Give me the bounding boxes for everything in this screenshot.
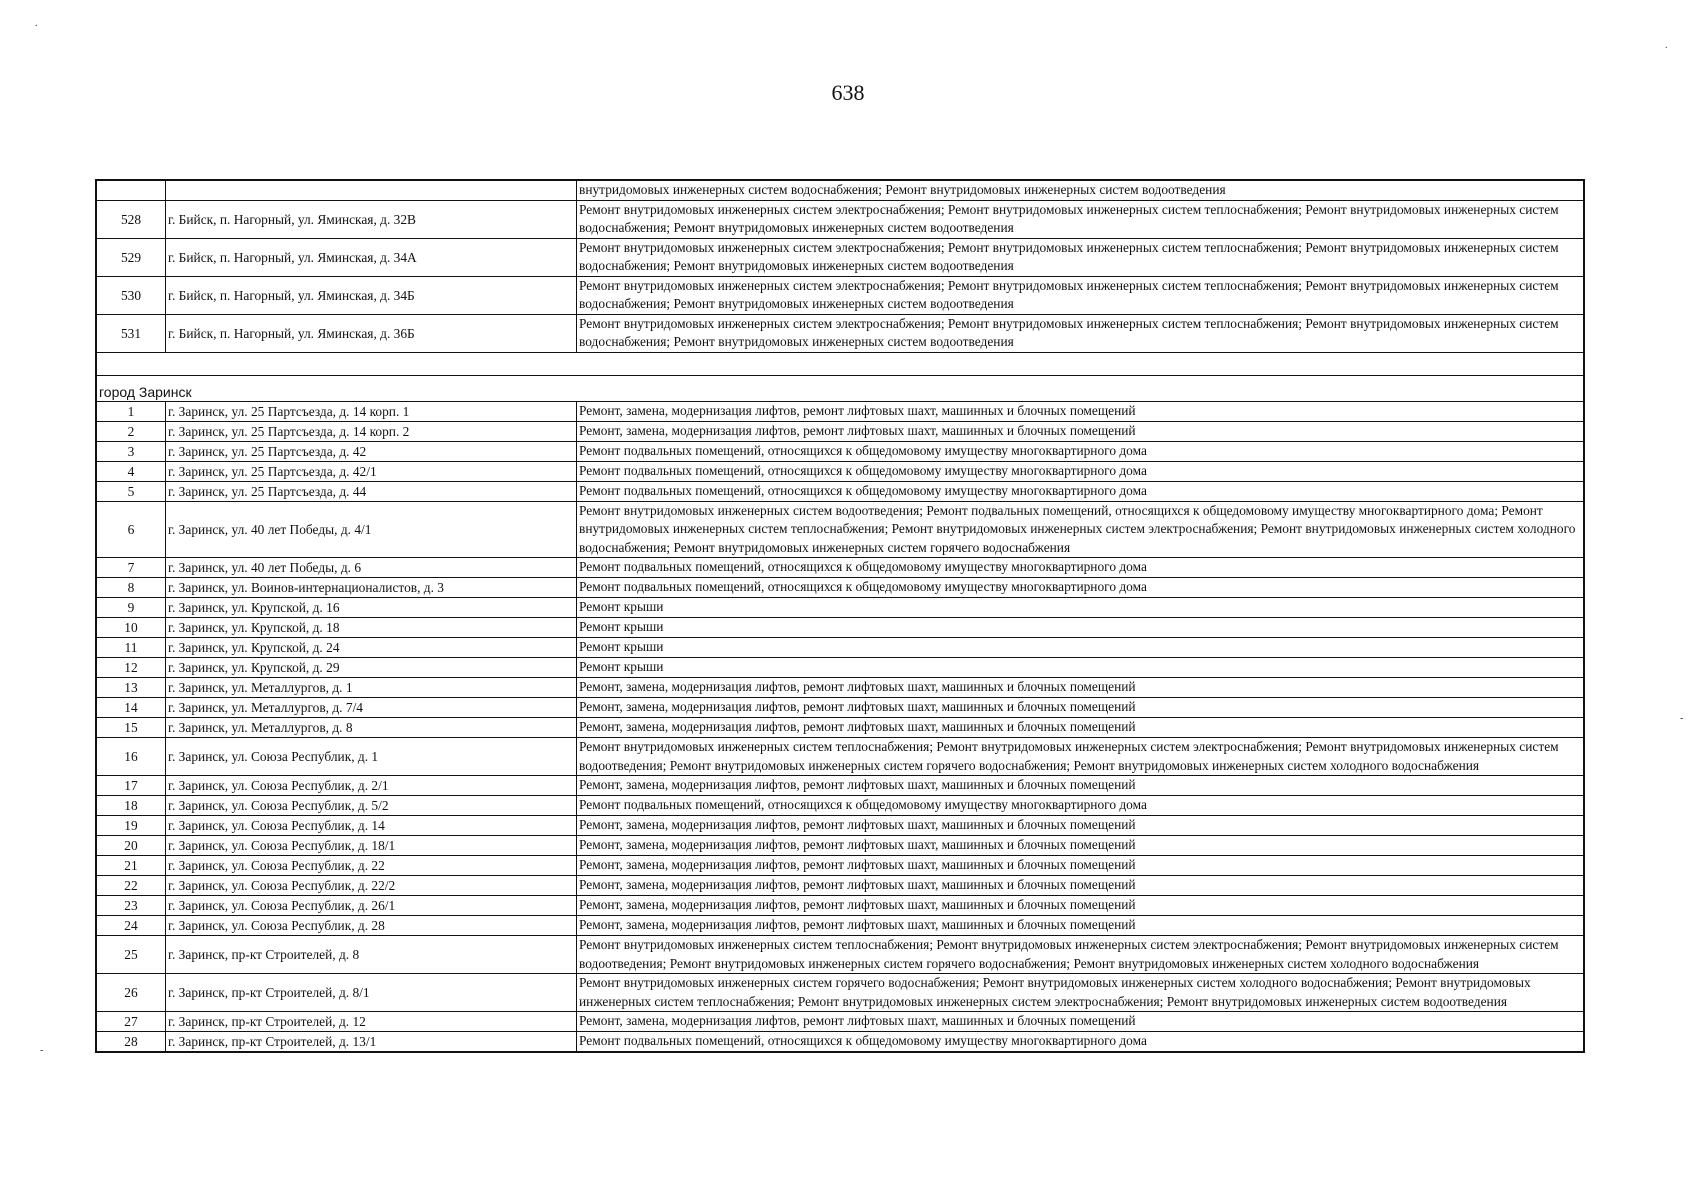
address-cell: г. Заринск, ул. Крупской, д. 24 (166, 638, 577, 658)
address-cell: г. Заринск, ул. Союза Республик, д. 5/2 (166, 796, 577, 816)
address-cell: г. Заринск, ул. Союза Республик, д. 22 (166, 856, 577, 876)
work-cell: Ремонт внутридомовых инженерных систем электроснабжения; Ремонт внутридомовых инженерных систем теплоснабжения; Ремонт внутридомовых инженерных систем водоснабжения; Ремонт внутридомовых инженерных систем водоотведения (577, 314, 1584, 352)
address-cell: г. Заринск, ул. 25 Партсъезда, д. 42 (166, 441, 577, 461)
table-row (97, 238, 1584, 276)
work-cell: Ремонт подвальных помещений, относящихся к общедомовому имуществу многоквартирного дома (577, 796, 1584, 816)
work-cell: Ремонт, замена, модернизация лифтов, ремонт лифтовых шахт, машинных и блочных помещений (577, 816, 1584, 836)
repair-table-body (97, 181, 1584, 1052)
address-cell: г. Заринск, ул. Союза Республик, д. 1 (166, 738, 577, 776)
work-cell: Ремонт, замена, модернизация лифтов, ремонт лифтовых шахт, машинных и блочных помещений (577, 401, 1584, 421)
row-number-cell: 9 (97, 598, 166, 618)
row-number-cell: 16 (97, 738, 166, 776)
work-cell: Ремонт подвальных помещений, относящихся к общедомовому имуществу многоквартирного дома (577, 578, 1584, 598)
address-cell: г. Заринск, ул. Крупской, д. 29 (166, 658, 577, 678)
table-row (97, 501, 1584, 558)
table-row (97, 718, 1584, 738)
row-number-cell: 18 (97, 796, 166, 816)
work-cell: Ремонт подвальных помещений, относящихся к общедомовому имуществу многоквартирного дома (577, 481, 1584, 501)
table-row (97, 598, 1584, 618)
table-row (97, 578, 1584, 598)
table-row (97, 896, 1584, 916)
address-cell: г. Заринск, ул. Металлургов, д. 7/4 (166, 698, 577, 718)
table-row (97, 276, 1584, 314)
row-number-cell: 530 (97, 276, 166, 314)
row-number-cell: 28 (97, 1032, 166, 1052)
scan-speck: . (1665, 40, 1668, 51)
table-row (97, 916, 1584, 936)
table-row (97, 1032, 1584, 1052)
table-row (97, 738, 1584, 776)
table-row (97, 638, 1584, 658)
table-row (97, 481, 1584, 501)
table-row (97, 618, 1584, 638)
row-number-cell: 14 (97, 698, 166, 718)
work-cell: Ремонт, замена, модернизация лифтов, ремонт лифтовых шахт, машинных и блочных помещений (577, 896, 1584, 916)
row-number-cell: 12 (97, 658, 166, 678)
row-number-cell: 20 (97, 836, 166, 856)
address-cell: г. Заринск, ул. Союза Республик, д. 22/2 (166, 876, 577, 896)
row-number-cell: 15 (97, 718, 166, 738)
table-row (97, 558, 1584, 578)
work-cell: Ремонт крыши (577, 658, 1584, 678)
work-cell: Ремонт, замена, модернизация лифтов, ремонт лифтовых шахт, машинных и блочных помещений (577, 776, 1584, 796)
work-cell: Ремонт, замена, модернизация лифтов, ремонт лифтовых шахт, машинных и блочных помещений (577, 421, 1584, 441)
row-number-cell: 24 (97, 916, 166, 936)
row-number-cell: 27 (97, 1012, 166, 1032)
scan-speck: - (1680, 713, 1684, 724)
address-cell: г. Заринск, ул. Союза Республик, д. 26/1 (166, 896, 577, 916)
work-cell: Ремонт внутридомовых инженерных систем электроснабжения; Ремонт внутридомовых инженерных систем теплоснабжения; Ремонт внутридомовых инженерных систем водоснабжения; Ремонт внутридомовых инженерных систем водоотведения (577, 276, 1584, 314)
section-heading-row (97, 375, 1584, 401)
table-row (97, 678, 1584, 698)
row-number-cell: 21 (97, 856, 166, 876)
work-cell: Ремонт, замена, модернизация лифтов, ремонт лифтовых шахт, машинных и блочных помещений (577, 678, 1584, 698)
row-number-cell: 26 (97, 974, 166, 1012)
page-number: 638 (831, 80, 865, 105)
table-row (97, 836, 1584, 856)
repair-table (96, 180, 1584, 1052)
table-row (97, 936, 1584, 974)
address-cell: г. Заринск, пр-кт Строителей, д. 12 (166, 1012, 577, 1032)
row-number-cell: 2 (97, 421, 166, 441)
row-number-cell: 528 (97, 200, 166, 238)
address-cell: г. Заринск, ул. Крупской, д. 18 (166, 618, 577, 638)
table-row (97, 314, 1584, 352)
address-cell: г. Бийск, п. Нагорный, ул. Яминская, д. 34Б (166, 276, 577, 314)
row-number-cell: 529 (97, 238, 166, 276)
table-row (97, 816, 1584, 836)
table-row (97, 876, 1584, 896)
work-cell: Ремонт подвальных помещений, относящихся к общедомовому имуществу многоквартирного дома (577, 1032, 1584, 1052)
address-cell: г. Заринск, ул. Крупской, д. 16 (166, 598, 577, 618)
work-cell: Ремонт, замена, модернизация лифтов, ремонт лифтовых шахт, машинных и блочных помещений (577, 916, 1584, 936)
work-cell: Ремонт внутридомовых инженерных систем теплоснабжения; Ремонт внутридомовых инженерных систем электроснабжения; Ремонт внутридомовых инженерных систем водоотведения; Ремонт внутридомовых инженерных систем горячего водоснабжения; Ремонт внутридомовых инженерных систем холодного водоснабжения (577, 936, 1584, 974)
row-number-cell: 13 (97, 678, 166, 698)
row-number-cell: 22 (97, 876, 166, 896)
address-cell: г. Заринск, пр-кт Строителей, д. 8 (166, 936, 577, 974)
address-cell: г. Заринск, ул. Союза Республик, д. 28 (166, 916, 577, 936)
table-row (97, 1012, 1584, 1032)
row-number-cell (97, 181, 166, 201)
table-row (97, 974, 1584, 1012)
work-cell: Ремонт, замена, модернизация лифтов, ремонт лифтовых шахт, машинных и блочных помещений (577, 876, 1584, 896)
row-number-cell: 4 (97, 461, 166, 481)
row-number-cell: 25 (97, 936, 166, 974)
work-cell: Ремонт, замена, модернизация лифтов, ремонт лифтовых шахт, машинных и блочных помещений (577, 718, 1584, 738)
table-row (97, 856, 1584, 876)
section-gap-cell (97, 352, 1584, 375)
row-number-cell: 3 (97, 441, 166, 461)
table-row (97, 441, 1584, 461)
table-row (97, 796, 1584, 816)
table-row (97, 776, 1584, 796)
address-cell: г. Заринск, ул. 25 Партсъезда, д. 44 (166, 481, 577, 501)
table-row (97, 698, 1584, 718)
address-cell: г. Заринск, ул. 25 Партсъезда, д. 42/1 (166, 461, 577, 481)
row-number-cell: 8 (97, 578, 166, 598)
address-cell: г. Заринск, ул. Союза Республик, д. 18/1 (166, 836, 577, 856)
work-cell: Ремонт, замена, модернизация лифтов, ремонт лифтовых шахт, машинных и блочных помещений (577, 856, 1584, 876)
row-number-cell: 7 (97, 558, 166, 578)
row-number-cell: 6 (97, 501, 166, 558)
table-row (97, 421, 1584, 441)
work-cell: Ремонт подвальных помещений, относящихся к общедомовому имуществу многоквартирного дома (577, 441, 1584, 461)
work-cell: Ремонт, замена, модернизация лифтов, ремонт лифтовых шахт, машинных и блочных помещений (577, 836, 1584, 856)
address-cell: г. Бийск, п. Нагорный, ул. Яминская, д. 36Б (166, 314, 577, 352)
row-number-cell: 17 (97, 776, 166, 796)
address-cell: г. Заринск, ул. 25 Партсъезда, д. 14 корп. 1 (166, 401, 577, 421)
work-cell: Ремонт внутридомовых инженерных систем теплоснабжения; Ремонт внутридомовых инженерных систем электроснабжения; Ремонт внутридомовых инженерных систем водоотведения; Ремонт внутридомовых инженерных систем горячего водоснабжения; Ремонт внутридомовых инженерных систем холодного водоснабжения (577, 738, 1584, 776)
row-number-cell: 23 (97, 896, 166, 916)
repair-table-frame (95, 179, 1585, 1053)
work-cell: Ремонт крыши (577, 618, 1584, 638)
work-cell: Ремонт подвальных помещений, относящихся к общедомовому имуществу многоквартирного дома (577, 558, 1584, 578)
work-cell: Ремонт крыши (577, 598, 1584, 618)
address-cell: г. Заринск, пр-кт Строителей, д. 13/1 (166, 1032, 577, 1052)
address-cell: г. Заринск, ул. 40 лет Победы, д. 6 (166, 558, 577, 578)
address-cell: г. Заринск, пр-кт Строителей, д. 8/1 (166, 974, 577, 1012)
work-cell: Ремонт, замена, модернизация лифтов, ремонт лифтовых шахт, машинных и блочных помещений (577, 698, 1584, 718)
address-cell: г. Заринск, ул. Воинов-интернационалистов, д. 3 (166, 578, 577, 598)
address-cell: г. Заринск, ул. 25 Партсъезда, д. 14 корп. 2 (166, 421, 577, 441)
address-cell: г. Заринск, ул. Союза Республик, д. 14 (166, 816, 577, 836)
table-row (97, 658, 1584, 678)
section-gap (97, 352, 1584, 375)
continuation-row (97, 181, 1584, 201)
section-title: город Заринск (97, 375, 1584, 401)
row-number-cell: 1 (97, 401, 166, 421)
row-number-cell: 11 (97, 638, 166, 658)
scan-speck: - (40, 1045, 44, 1056)
work-cell: Ремонт внутридомовых инженерных систем водоотведения; Ремонт подвальных помещений, относящихся к общедомовому имуществу многоквартирного дома; Ремонт внутридомовых инженерных систем теплоснабжения; Ремонт внутридомовых инженерных систем электроснабжения; Ремонт внутридомовых инженерных систем холодного водоснабжения; Ремонт внутридомовых инженерных систем горячего водоснабжения (577, 501, 1584, 558)
address-cell: г. Заринск, ул. Союза Республик, д. 2/1 (166, 776, 577, 796)
work-cell: Ремонт крыши (577, 638, 1584, 658)
address-cell: г. Бийск, п. Нагорный, ул. Яминская, д. 34А (166, 238, 577, 276)
work-cell: Ремонт внутридомовых инженерных систем горячего водоснабжения; Ремонт внутридомовых инженерных систем холодного водоснабжения; Ремонт внутридомовых инженерных систем теплоснабжения; Ремонт внутридомовых инженерных систем электроснабжения; Ремонт внутридомовых инженерных систем водоотведения (577, 974, 1584, 1012)
address-cell: г. Заринск, ул. 40 лет Победы, д. 4/1 (166, 501, 577, 558)
address-cell: г. Заринск, ул. Металлургов, д. 8 (166, 718, 577, 738)
work-cell: Ремонт подвальных помещений, относящихся к общедомовому имуществу многоквартирного дома (577, 461, 1584, 481)
table-row (97, 401, 1584, 421)
work-cell: Ремонт, замена, модернизация лифтов, ремонт лифтовых шахт, машинных и блочных помещений (577, 1012, 1584, 1032)
row-number-cell: 531 (97, 314, 166, 352)
work-cell: внутридомовых инженерных систем водоснабжения; Ремонт внутридомовых инженерных систем водоотведения (577, 181, 1584, 201)
row-number-cell: 10 (97, 618, 166, 638)
table-row (97, 200, 1584, 238)
work-cell: Ремонт внутридомовых инженерных систем электроснабжения; Ремонт внутридомовых инженерных систем теплоснабжения; Ремонт внутридомовых инженерных систем водоснабжения; Ремонт внутридомовых инженерных систем водоотведения (577, 238, 1584, 276)
row-number-cell: 5 (97, 481, 166, 501)
work-cell: Ремонт внутридомовых инженерных систем электроснабжения; Ремонт внутридомовых инженерных систем теплоснабжения; Ремонт внутридомовых инженерных систем водоснабжения; Ремонт внутридомовых инженерных систем водоотведения (577, 200, 1584, 238)
address-cell: г. Бийск, п. Нагорный, ул. Яминская, д. 32В (166, 200, 577, 238)
row-number-cell: 19 (97, 816, 166, 836)
table-row (97, 461, 1584, 481)
scan-speck: . (35, 18, 38, 29)
address-cell: г. Заринск, ул. Металлургов, д. 1 (166, 678, 577, 698)
address-cell (166, 181, 577, 201)
